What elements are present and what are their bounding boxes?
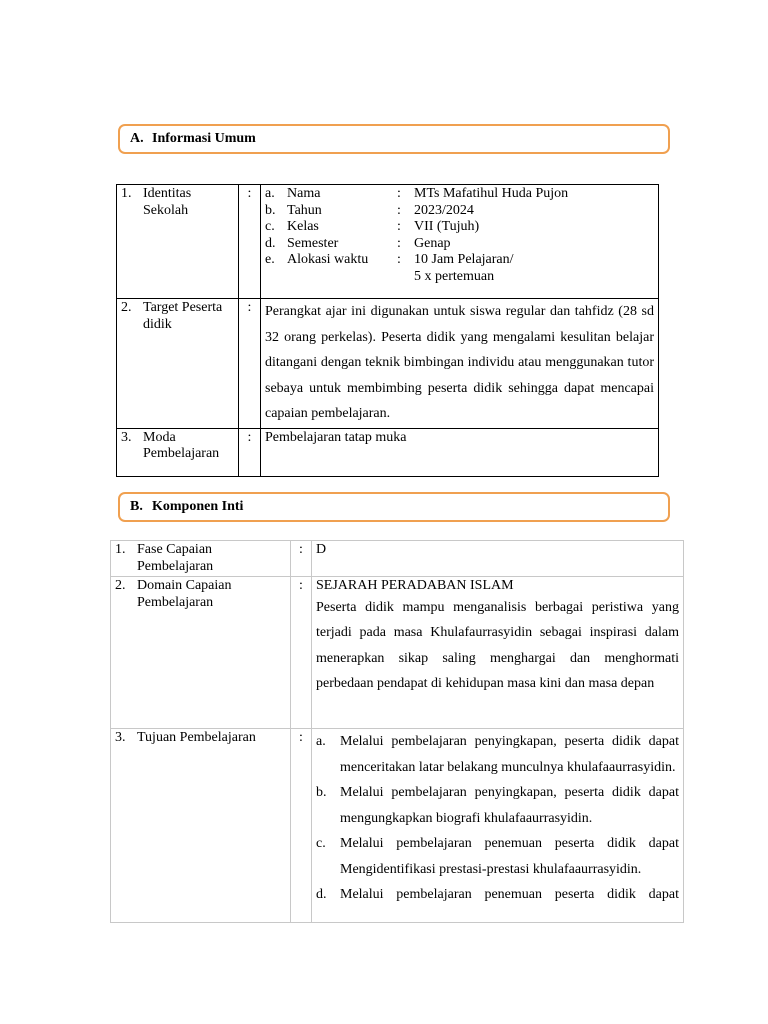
row-label: Fase Capaian Pembelajaran xyxy=(137,542,214,574)
table-row xyxy=(117,185,659,299)
row-number: 1. xyxy=(115,542,126,557)
list-item: a. Melalui pembelajaran penyingkapan, peserta didik dapat menceritakan latar belakang munculnya khulafaaurrasyidin. xyxy=(316,734,679,775)
year-value: 2023/2024 xyxy=(414,202,474,218)
row-colon: : xyxy=(239,428,261,476)
table-row xyxy=(117,299,659,429)
row-colon: : xyxy=(291,577,312,729)
phase-value: D xyxy=(312,541,684,577)
general-info-table xyxy=(116,184,659,477)
class-value: VII (Tujuh) xyxy=(414,219,480,234)
row-number: 2. xyxy=(115,578,126,593)
section-b-title: Komponen Inti xyxy=(152,499,244,514)
list-item: b. Melalui pembelajaran penyingkapan, peserta didik dapat mengungkapkan biografi khulafaaurrasyidin. xyxy=(316,785,679,826)
time-allocation-value-2: 5 x pertemuan xyxy=(414,268,495,284)
section-a-title: Informasi Umum xyxy=(152,131,256,146)
row-label: Identitas Sekolah xyxy=(143,186,192,218)
school-name-value: MTs Mafatihul Huda Pujon xyxy=(414,186,569,201)
list-item: e. Alokasi waktu : 10 Jam Pelajaran/ 5 x pertemuan xyxy=(265,252,654,285)
row-number: 1. xyxy=(121,186,132,201)
list-item: c. Melalui pembelajaran penemuan peserta didik dapat Mengidentifikasi prestasi-prestasi khulafaaurrasyidin. xyxy=(316,836,679,877)
learning-mode-text: Pembelajaran tatap muka xyxy=(261,428,659,476)
row-label: Domain Capaian Pembelajaran xyxy=(137,578,232,610)
school-identity-list xyxy=(261,185,659,299)
row-number: 2. xyxy=(121,300,132,315)
domain-text: Peserta didik mampu menganalisis berbagai peristiwa yang terjadi pada masa Khulafaurrasyidin sebagai inspirasi dalam menerapkan sikap saling menghargai dan menghormati perbedaan pendapat di kehidupan masa kini dan masa depan xyxy=(316,599,679,691)
domain-heading: SEJARAH PERADABAN ISLAM xyxy=(316,578,514,593)
list-item: d. Melalui pembelajaran penemuan peserta didik dapat xyxy=(316,887,679,902)
list-item: c. Kelas : VII (Tujuh) xyxy=(265,219,654,236)
row-label: Tujuan Pembelajaran xyxy=(137,730,256,745)
row-number: 3. xyxy=(121,429,132,445)
time-allocation-value: 10 Jam Pelajaran/ xyxy=(414,252,514,267)
target-students-text: Perangkat ajar ini digunakan untuk siswa regular dan tahfidz (28 sd 32 orang perkelas). Peserta didik yang mengalami kesulitan belajar ditangani dengan teknik bimbingan individu atau menggunakan tutor sebaya untuk membimbing peserta didik sehingga dapat mencapai capaian pembelajaran. xyxy=(261,299,659,429)
row-colon: : xyxy=(291,729,312,923)
section-b-letter: B. xyxy=(130,499,143,514)
table-row xyxy=(111,729,684,923)
table-row xyxy=(111,541,684,577)
section-a-header xyxy=(118,124,670,154)
row-label: Moda Pembelajaran xyxy=(143,429,220,461)
core-components-table xyxy=(110,540,684,923)
table-row xyxy=(111,577,684,729)
list-item: b. Tahun : 2023/2024 xyxy=(265,203,654,220)
row-colon: : xyxy=(291,541,312,577)
row-colon: : xyxy=(239,299,261,429)
row-colon: : xyxy=(239,185,261,299)
section-a-letter: A. xyxy=(130,131,144,146)
table-row xyxy=(117,428,659,476)
row-number: 3. xyxy=(115,730,126,745)
list-item: a. Nama : MTs Mafatihul Huda Pujon xyxy=(265,186,654,203)
row-label: Target Peserta didik xyxy=(143,300,223,332)
learning-objectives-list xyxy=(312,729,684,923)
semester-value: Genap xyxy=(414,235,451,251)
list-item: d. Semester : Genap xyxy=(265,236,654,253)
section-b-header xyxy=(118,492,670,522)
